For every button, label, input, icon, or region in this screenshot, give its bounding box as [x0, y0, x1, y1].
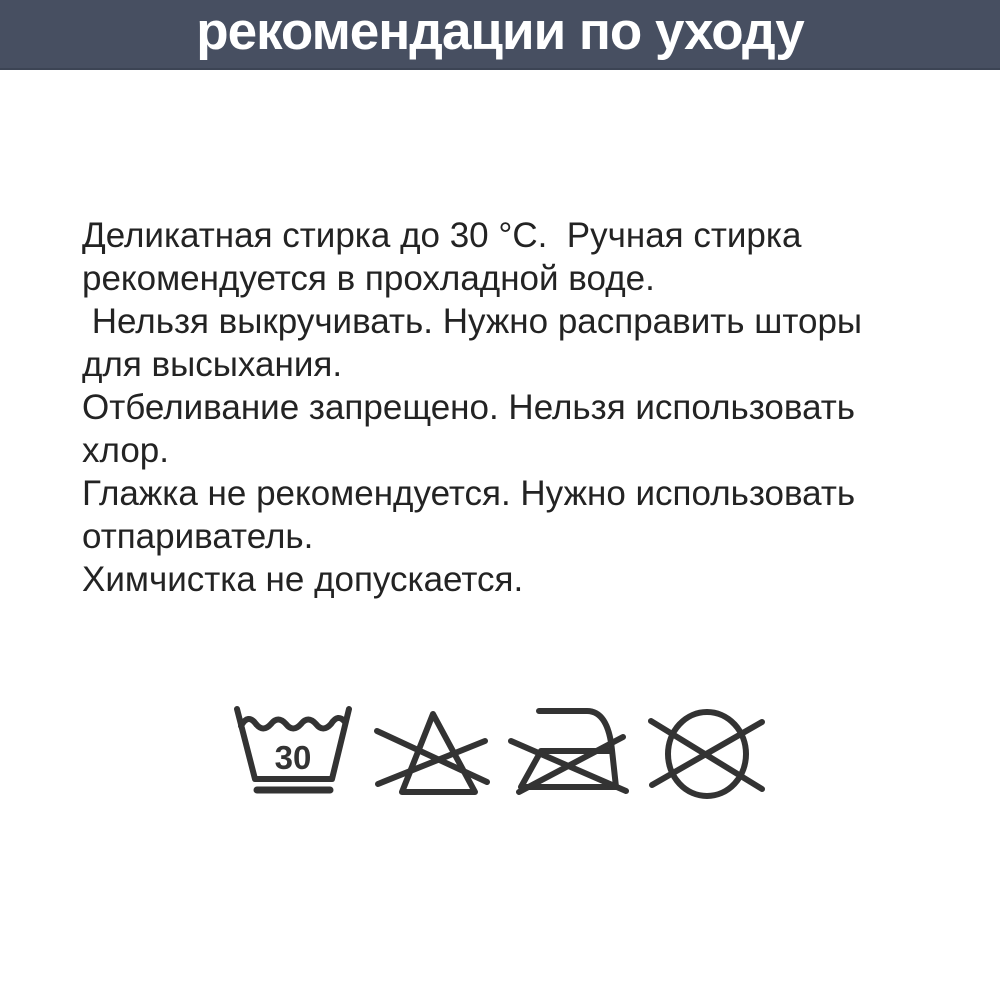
care-text-line: Нельзя выкручивать. Нужно расправить шторы: [82, 302, 863, 341]
wash-temperature-label: 30: [274, 739, 312, 776]
care-text-line: Отбеливание запрещено. Нельзя использовать: [82, 388, 856, 427]
no-dry-clean-icon: [647, 705, 767, 809]
care-text-line: Глажка не рекомендуется. Нужно использовать: [82, 474, 856, 513]
care-text-line: отпариватель.: [82, 517, 314, 556]
care-text-line: хлор.: [82, 431, 169, 470]
page-title: рекомендации по уходу: [196, 2, 804, 61]
care-instructions: [82, 214, 940, 601]
no-bleach-icon: [371, 705, 491, 809]
care-text-line: Химчистка не допускается.: [82, 560, 524, 599]
no-iron-icon: [509, 705, 629, 809]
care-symbols-row: [0, 705, 1000, 809]
delicate-wash-30-icon: [233, 705, 353, 809]
header: [0, 0, 1000, 70]
care-text-line: для высыхания.: [82, 345, 343, 384]
care-text-line: Деликатная стирка до 30 °C. Ручная стирка: [82, 216, 802, 255]
care-text-line: рекомендуется в прохладной воде.: [82, 259, 655, 298]
